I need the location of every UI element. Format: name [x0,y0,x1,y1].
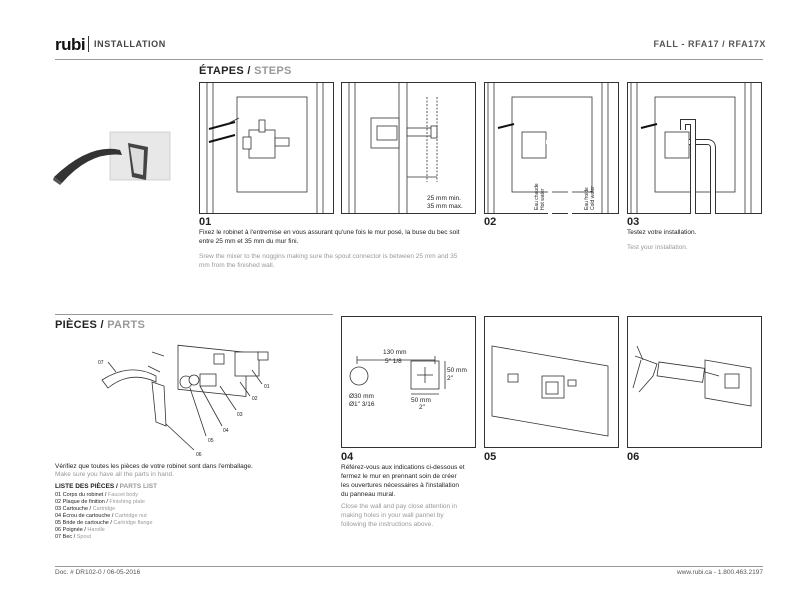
parts-item-fr: 01 Corps du robinet / [55,492,107,498]
header-divider [88,36,89,52]
dim-bottom-mm: 50 mm [411,397,431,404]
header-rule [55,59,763,60]
header-section-label: INSTALLATION [94,39,166,49]
parts-item-fr: 07 Bec / [55,534,76,540]
min-dimension-label: 25 mm min. [427,195,461,202]
step-06-diagram [627,316,762,448]
parts-list-item [55,492,255,499]
parts-list-title [55,483,157,490]
parts-item-en: Handle [85,527,105,533]
step-01-number: 01 [199,216,212,228]
dim-bottom-in: 2" [419,404,425,411]
step-04-text-en: Close the wall and pay close attention in making holes in your wall pannel by following the instructions above. [341,503,457,528]
parts-item-en: Cartridge flange [111,520,153,526]
parts-item-en: Faucet body [106,492,139,498]
steps-title-en: STEPS [250,65,292,77]
parts-exploded-diagram [90,330,290,458]
footer-rule [55,566,763,567]
dim-circle-mm: Ø30 mm [349,393,374,400]
step-03-number: 03 [627,216,640,228]
brand-logo: rubi [55,35,86,54]
step-04-diagram [341,316,476,448]
parts-check-en: Make sure you have all the parts in hand. [55,471,174,478]
step-01-diagram [199,82,334,214]
step-05-number: 05 [484,451,497,463]
step-03-text-fr: Testez votre installation. [627,229,697,236]
parts-item-fr: 06 Poignée / [55,527,86,533]
parts-item-en: Cartridge [91,506,116,512]
steps-title [199,65,292,77]
parts-item-fr: 05 Bride de cartouche / [55,520,112,526]
hot-water-label-en: Hot water [540,188,546,210]
parts-item-fr: 03 Cartouche / [55,506,92,512]
parts-list-item [55,534,255,541]
parts-item-fr: 04 Écrou de cartouche / [55,513,114,519]
parts-list-item [55,506,255,513]
step-01-text-fr: Fixez le robinet à l'entremise en vous assurant qu'une fois le mur posé, la buse du bec soit entre 25 mm et 35 mm du mur fini. [199,229,460,245]
header-model: FALL - RFA17 / RFA17X [653,39,766,49]
dim-circle-in: Ø1" 3/16 [349,401,375,408]
step-03-diagram [627,82,762,214]
faucet-product-image [50,125,180,200]
step-02-number: 02 [484,216,497,228]
parts-list [55,492,255,541]
cold-water-label-en: Cold water [590,186,596,210]
dim-height-mm: 50 mm [447,367,467,374]
cold-water-label-fr: Eau froide [584,187,590,210]
step-04-text-fr: Référez-vous aux indications ci-dessous et fermez le mur en prennant soin de créer les ouvertures nécessaires à l'installation du panneau mural. [341,464,465,498]
callout-03: 03 [237,412,243,418]
hot-water-label-fr: Eau chaude [534,183,540,210]
step-01b-diagram [341,82,476,214]
callout-07: 07 [98,360,104,366]
parts-check-fr: Vérifiez que toutes les pièces de votre robinet sont dans l'emballage. [55,463,253,470]
footer-contact: www.rubi.ca - 1.800.463.2197 [677,569,763,576]
parts-list-title-en: PARTS LIST [117,483,158,490]
parts-list-item [55,527,255,534]
step-02-diagram [484,82,619,214]
step-04-number: 04 [341,451,354,463]
footer-doc: Doc. # DR102-0 / 06-05-2016 [55,569,141,576]
step-01-text-en: Srew the mixer to the noggins making sure the spout connector is between 25 mm and 35 mm from the finished wall. [199,253,458,269]
steps-title-fr: ÉTAPES / [199,65,251,77]
parts-item-en: Spout [75,534,92,540]
step-03-text-en: Test your installation. [627,244,688,251]
parts-item-en: Finishing plate [107,499,145,505]
parts-item-en: Cartridge nut [113,513,147,519]
parts-list-item [55,520,255,527]
step-05-diagram [484,316,619,448]
dim-width-mm: 130 mm [383,349,407,356]
callout-05: 05 [208,438,214,444]
parts-item-fr: 02 Plaque de finition / [55,499,108,505]
parts-list-item [55,499,255,506]
dim-height-in: 2" [447,375,453,382]
callout-02: 02 [252,396,258,402]
callout-04: 04 [223,428,229,434]
dim-width-in: 5" 1/8 [385,358,402,365]
parts-list-title-fr: LISTE DES PIÈCES / [55,483,118,490]
max-dimension-label: 35 mm max. [427,203,463,210]
parts-title-fr: PIÈCES / [55,319,104,331]
parts-rule [55,314,333,315]
parts-list-item [55,513,255,520]
step-06-number: 06 [627,451,640,463]
callout-01: 01 [264,384,270,390]
parts-title-en: PARTS [103,319,146,331]
callout-06: 06 [196,452,202,458]
